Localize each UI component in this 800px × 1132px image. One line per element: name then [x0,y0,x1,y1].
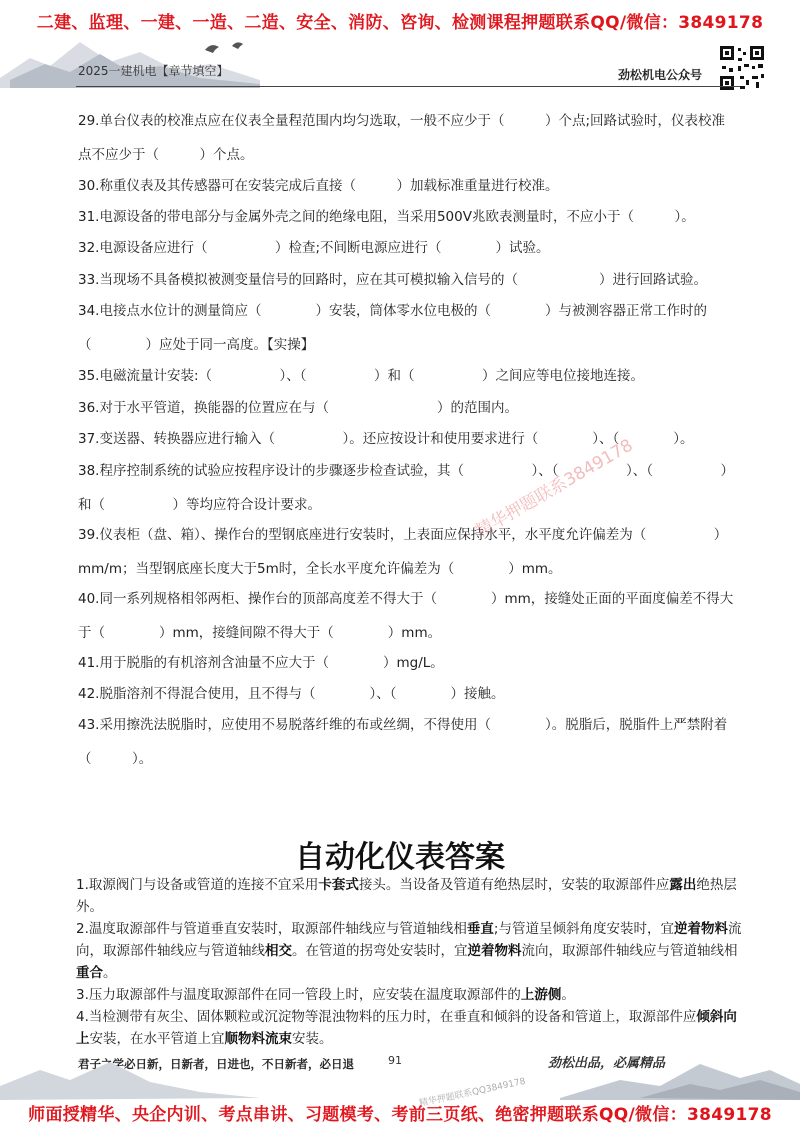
question-34: 34.电接点水位计的测量筒应（ ）安装，筒体零水位电极的（ ）与被测容器正常工作时的（ ）应处于同一高度。【实操】 [78,303,707,353]
answer-text: 。在管道的拐弯处安装时，宜 [292,943,468,959]
answer-keyword: 上游侧 [520,987,562,1003]
answer-keyword: 重合 [76,965,103,981]
answer-text: 接头。当设备及管道有绝热层时，安装的取源部件应 [358,877,670,893]
question-40: 40.同一系列规格相邻两柜、操作台的顶部高度差不得大于（ ）mm，接缝处正面的平面度偏差不得大于（ ）mm，接缝间隙不得大于（ ）mm。 [78,591,734,641]
answer-text: 流向，取源部件轴线应与管道轴线相 [521,943,738,959]
answer-text: 。 [561,987,575,1003]
question-38: 38.程序控制系统的试验应按程序设计的步骤逐步检查试验，其（ ）、（ ）、（ ）和（ ）等均应符合设计要求。 [78,463,734,513]
answer-keyword: 倾斜向上 [76,1009,737,1047]
bottom-contact-banner: 师面授精华、央企内训、考点串讲、习题模考、考前三页纸、绝密押题联系QQ/微信：3849178 [28,1105,772,1125]
question-43: 43.采用擦洗法脱脂时，应使用不易脱落纤维的布或丝绸，不得使用（ ）。脱脂后，脱脂件上严禁附着（ ）。 [78,717,728,767]
ink-mountain-decoration-bottom [0,1040,800,1100]
header-chapter-title: 2025一建机电【章节填空】 [78,64,229,78]
answer-text: 。 [103,965,117,981]
question-41: 41.用于脱脂的有机溶剂含油量不应大于（ ）mg/L。 [78,655,444,671]
page-number: 91 [388,1054,402,1067]
question-29: 29.单台仪表的校准点应在仪表全量程范围内均匀选取，一般不应少于（ ）个点;回路试验时，仪表校准点不应少于（ ）个点。 [78,113,726,163]
answer-3 [76,984,742,1006]
answer-text: 3.压力取源部件与温度取源部件在同一管段上时，应安装在温度取源部件的 [76,987,521,1003]
answer-text: 4.当检测带有灰尘、固体颗粒或沉淀物等混浊物料的压力时，在垂直和倾斜的设备和管道上，取源部件应 [76,1009,697,1025]
answer-2 [76,918,742,984]
answer-keyword: 顺物料流束 [224,1031,292,1047]
footer-slogan: 劲松出品，必属精品 [548,1056,666,1071]
ink-mountain-decoration [0,28,260,88]
question-33: 33.当现场不具备模拟被测变量信号的回路时，应在其可模拟输入信号的（ ）进行回路试验。 [78,272,707,288]
header-divider [76,86,740,87]
qr-code-icon [718,44,766,92]
answer-text: 绝热层外。 [76,877,737,915]
answer-text: 安装。 [292,1031,333,1047]
answer-text: 2.温度取源部件与管道垂直安装时，取源部件轴线应与管道轴线相 [76,921,467,937]
question-31: 31.电源设备的带电部分与金属外壳之间的绝缘电阻，当采用500V兆欧表测量时，不应小于（ ）。 [78,209,695,225]
top-contact-banner: 二建、监理、一建、一造、二造、安全、消防、咨询、检测课程押题联系QQ/微信：3849178 [36,13,764,33]
header-account-name: 劲松机电公众号 [618,68,703,82]
question-30: 30.称重仪表及其传感器可在安装完成后直接（ ）加载标准重量进行校准。 [78,178,559,194]
answer-keyword: 垂直 [466,921,494,937]
answer-keyword: 卡套式 [318,877,359,893]
answer-keyword: 露出 [669,877,697,893]
answer-keyword: 相交 [265,943,292,959]
answers-title: 自动化仪表答案 [295,840,505,875]
answer-1 [76,874,742,918]
answer-keyword: 逆着物料 [673,921,728,937]
question-37: 37.变送器、转换器应进行输入（ ）。还应按设计和使用要求进行（ ）、（ ）。 [78,431,694,447]
answer-text: 安装，在水平管道上宜 [89,1031,225,1047]
footer-motto: 君子之学必日新，日新者，日进也，不日新者，必日退 [78,1057,354,1071]
watermark-bottom: 精华押题联系QQ3849178 [418,1076,527,1110]
question-42: 42.脱脂溶剂不得混合使用，且不得与（ ）、（ ）接触。 [78,686,505,702]
answer-text: 1.取源阀门与设备或管道的连接不宜采用 [76,877,319,893]
answer-text: 流向，取源部件轴线应与管道轴线 [76,921,742,959]
question-36: 36.对于水平管道，换能器的位置应在与（ ）的范围内。 [78,400,518,416]
question-35: 35.电磁流量计安装:（ ）、（ ）和（ ）之间应等电位接地连接。 [78,368,645,384]
watermark-text: 精华押题联系3849178 [472,435,637,542]
question-32: 32.电源设备应进行（ ）检查;不间断电源应进行（ ）试验。 [78,240,550,256]
answer-keyword: 逆着物料 [467,943,522,959]
question-39: 39.仪表柜（盘、箱）、操作台的型钢底座进行安装时，上表面应保持水平，水平度允许偏差为（ ）mm/m；当型钢底座长度大于5m时，全长水平度允许偏差为（ ）mm。 [78,527,728,577]
answer-text: ;与管道呈倾斜角度安装时，宜 [493,921,674,937]
